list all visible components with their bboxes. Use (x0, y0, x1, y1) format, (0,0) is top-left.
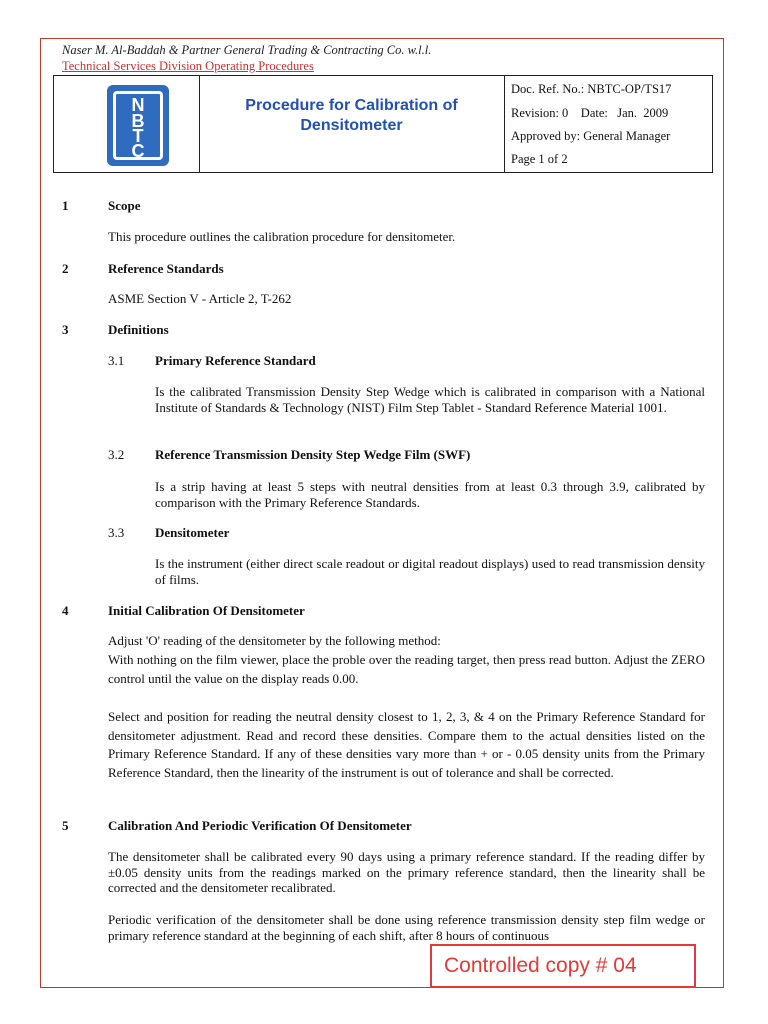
logo-cell (54, 76, 200, 172)
section-heading-initial-calibration: Initial Calibration Of Densitometer (108, 603, 305, 618)
controlled-copy-stamp: Controlled copy # 04 (430, 944, 696, 988)
subsection-number: 3.3 (108, 525, 125, 540)
division-name: Technical Services Division Operating Procedures (62, 59, 314, 73)
document-title (199, 96, 504, 136)
calibration-interval-text: The densitometer shall be calibrated every 90 days using a primary reference standard. If the reading differ by ±0.05 density units from the readings marked on the primary reference standard, then the linearity shall be corrected and the densitometer recalibrated. (108, 849, 705, 895)
periodic-verification-text: Periodic verification of the densitometer shall be done using reference transmission density step film wedge or primary reference standard at the beginning of each shift, after 8 hours of continuous (108, 912, 705, 943)
initial-calibration-intro: Adjust 'O' reading of the densitometer by the following method: (108, 633, 441, 648)
page-number: Page 1 of 2 (511, 152, 568, 166)
subsection-number: 3.2 (108, 447, 125, 462)
initial-calibration-zero: With nothing on the film viewer, place the proble over the reading target, then press read button. Adjust the ZERO control until the value on the display reads 0.00. (108, 652, 705, 686)
subsection-heading-primary-reference-standard: Primary Reference Standard (155, 353, 316, 368)
subsection-number: 3.1 (108, 353, 125, 368)
section-number: 3 (62, 322, 69, 337)
section-heading-reference-standards: Reference Standards (108, 261, 224, 276)
revision-date: Revision: 0 Date: Jan. 2009 (511, 106, 669, 120)
section-number: 4 (62, 603, 69, 618)
approved-by: Approved by: General Manager (511, 129, 671, 143)
metadata-cell (504, 76, 712, 172)
doc-ref: Doc. Ref. No.: NBTC-OP/TS17 (511, 82, 672, 96)
section-heading-scope: Scope (108, 198, 141, 213)
logo-letter-n: N (131, 95, 145, 115)
section-heading-calibration-verification: Calibration And Periodic Verification Of Densitometer (108, 818, 412, 833)
title-line-2: Densitometer (300, 117, 403, 134)
primary-reference-standard-text: Is the calibrated Transmission Density Step Wedge which is calibrated in comparison with a National Institute of Standards & Technology (NIST) Film Step Tablet - Standard Reference Material 1001. (155, 384, 705, 415)
page-border (40, 38, 724, 988)
initial-calibration-linearity: Select and position for reading the neutral density closest to 1, 2, 3, & 4 on the Primary Reference Standard for densitometer adjustment. Read and record these densities. Compare them to the actual densities listed on the Primary Reference Standard. If any of these densities vary more than + or - 0.05 density units from the Primary Reference Standard, then the linearity of the instrument is out of tolerance and shall be corrected. (108, 709, 705, 780)
logo-letter-c: C (131, 141, 145, 161)
title-line-1: Procedure for Calibration of (245, 97, 458, 114)
logo-letter-b: B (131, 111, 145, 131)
document-header-table (53, 75, 713, 173)
section-number: 2 (62, 261, 69, 276)
subsection-heading-densitometer: Densitometer (155, 525, 230, 540)
nbtc-logo (107, 85, 169, 166)
section-number: 1 (62, 198, 69, 213)
section-number: 5 (62, 818, 69, 833)
title-cell (199, 76, 505, 172)
logo-letter-t: T (132, 126, 144, 146)
scope-text: This procedure outlines the calibration procedure for densitometer. (108, 229, 456, 244)
company-name: Naser M. Al-Baddah & Partner General Trading & Contracting Co. w.l.l. (62, 43, 432, 57)
section-heading-definitions: Definitions (108, 322, 169, 337)
reference-standards-text: ASME Section V - Article 2, T-262 (108, 291, 292, 306)
densitometer-definition-text: Is the instrument (either direct scale readout or digital readout displays) used to read transmission density of films. (155, 556, 705, 587)
swf-text: Is a strip having at least 5 steps with neutral densities from at least 0.3 through 3.9, calibrated by comparison with the Primary Reference Standards. (155, 479, 705, 510)
subsection-heading-swf: Reference Transmission Density Step Wedge Film (SWF) (155, 447, 471, 462)
